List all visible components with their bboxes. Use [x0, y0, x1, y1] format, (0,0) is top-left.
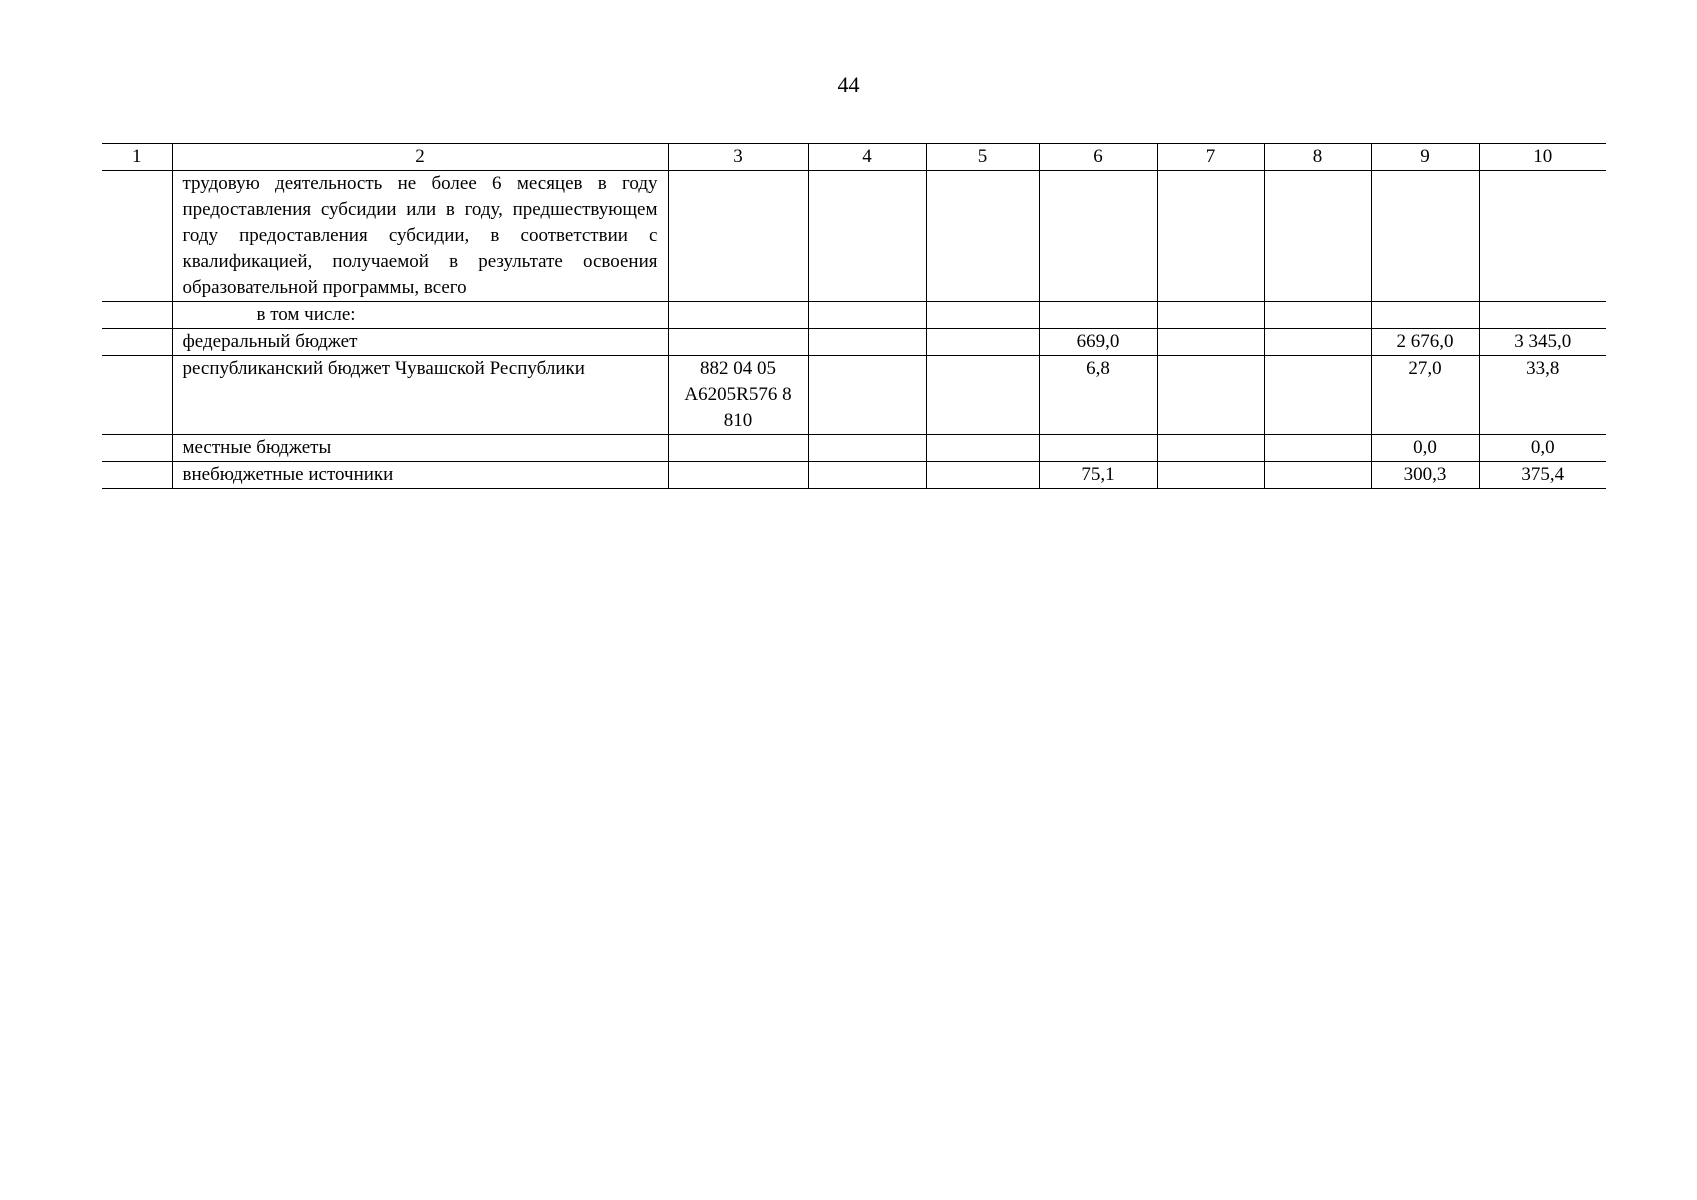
value-cell [926, 329, 1039, 356]
column-header: 1 [102, 144, 172, 171]
budget-code-cell: 882 04 05 А6205R576 8 810 [668, 356, 808, 435]
value-cell [1264, 435, 1371, 462]
value-cell [1264, 171, 1371, 302]
table-row [102, 356, 1606, 435]
row-description: трудовую деятельность не более 6 месяцев в году предоставления субсидии или в году, предшествующем году предоставления субсидии, в соответствии с квалификацией, получаемой в результате освоения образовательной программы, всего [172, 171, 668, 302]
value-cell [1371, 302, 1479, 329]
table-row [102, 435, 1606, 462]
row-description: внебюджетные источники [172, 462, 668, 489]
value-cell [1371, 171, 1479, 302]
row-description: федеральный бюджет [172, 329, 668, 356]
value-cell: 6,8 [1039, 356, 1157, 435]
row-description: в том числе: [172, 302, 668, 329]
budget-code-cell [668, 302, 808, 329]
value-cell [1157, 329, 1264, 356]
table-row [102, 329, 1606, 356]
value-cell [1157, 171, 1264, 302]
value-cell [1157, 302, 1264, 329]
row-number-cell [102, 435, 172, 462]
value-cell [808, 435, 926, 462]
value-cell [926, 435, 1039, 462]
value-cell [1264, 462, 1371, 489]
budget-code-cell [668, 462, 808, 489]
value-cell [1039, 302, 1157, 329]
budget-code-cell [668, 435, 808, 462]
column-header: 3 [668, 144, 808, 171]
table-row [102, 462, 1606, 489]
value-cell [926, 462, 1039, 489]
row-description: республиканский бюджет Чувашской Республики [172, 356, 668, 435]
page-number: 44 [837, 72, 860, 97]
column-header: 4 [808, 144, 926, 171]
value-cell [1157, 462, 1264, 489]
value-cell [808, 329, 926, 356]
column-header: 10 [1479, 144, 1606, 171]
row-number-cell [102, 329, 172, 356]
value-cell [1479, 171, 1606, 302]
value-cell [1157, 356, 1264, 435]
value-cell [808, 356, 926, 435]
value-cell [808, 302, 926, 329]
table-row [102, 302, 1606, 329]
value-cell [926, 171, 1039, 302]
table-row [102, 171, 1606, 302]
value-cell: 669,0 [1039, 329, 1157, 356]
row-description: местные бюджеты [172, 435, 668, 462]
value-cell [808, 171, 926, 302]
column-header: 7 [1157, 144, 1264, 171]
value-cell: 33,8 [1479, 356, 1606, 435]
table-header-row [102, 144, 1606, 171]
budget-table [102, 143, 1606, 489]
value-cell: 27,0 [1371, 356, 1479, 435]
row-number-cell [102, 462, 172, 489]
value-cell: 3 345,0 [1479, 329, 1606, 356]
column-header: 8 [1264, 144, 1371, 171]
value-cell: 0,0 [1479, 435, 1606, 462]
value-cell: 300,3 [1371, 462, 1479, 489]
value-cell [926, 302, 1039, 329]
value-cell [1264, 329, 1371, 356]
column-header: 6 [1039, 144, 1157, 171]
row-number-cell [102, 302, 172, 329]
column-header: 2 [172, 144, 668, 171]
value-cell: 0,0 [1371, 435, 1479, 462]
value-cell [1264, 356, 1371, 435]
value-cell [1039, 435, 1157, 462]
value-cell [926, 356, 1039, 435]
column-header: 9 [1371, 144, 1479, 171]
budget-code-cell [668, 329, 808, 356]
value-cell: 375,4 [1479, 462, 1606, 489]
value-cell [1157, 435, 1264, 462]
value-cell [1264, 302, 1371, 329]
value-cell: 2 676,0 [1371, 329, 1479, 356]
budget-code-cell [668, 171, 808, 302]
row-number-cell [102, 171, 172, 302]
value-cell [1039, 171, 1157, 302]
row-number-cell [102, 356, 172, 435]
value-cell [1479, 302, 1606, 329]
value-cell: 75,1 [1039, 462, 1157, 489]
value-cell [808, 462, 926, 489]
column-header: 5 [926, 144, 1039, 171]
